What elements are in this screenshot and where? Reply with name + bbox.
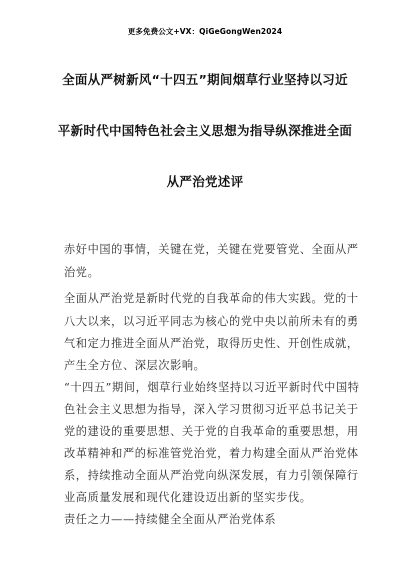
title-line-1: 全面从严树新风“十四五”期间烟草行业坚持以习近 (62, 72, 348, 87)
body-line: 气和定力推进全面从严治党，取得历史性、开创性成就， (64, 337, 359, 350)
body-line: 全面从严治党是新时代党的自我革命的伟大实践。党的十 (64, 292, 359, 305)
body-line: 党的建设的重要思想、关于党的自我革命的重要思想，用 (64, 425, 359, 438)
header-note: 更多免费公文+VX：QiGeGongWen2024 (127, 27, 283, 36)
body-line: 八大以来，以习近平同志为核心的党中央以前所未有的勇 (64, 315, 359, 328)
body-line: 治党。 (64, 266, 100, 279)
body-line: 色社会主义思想为指导，深入学习贯彻习近平总书记关于 (64, 403, 359, 416)
body-line: 责任之力——持续健全全面从严治党体系 (64, 513, 277, 526)
body-line: 产生全方位、深层次影响。 (64, 359, 206, 372)
body-line: 系，持续推动全面从严治党向纵深发展，有力引领保障行 (64, 469, 359, 482)
body-line: “十四五”期间，烟草行业始终坚持以习近平新时代中国特 (64, 381, 360, 394)
body-line: 业高质量发展和现代化建设迈出新的坚实步伐。 (64, 491, 312, 504)
body-line: 赤好中国的事情，关键在党，关键在党要管党、全面从严 (64, 243, 359, 256)
body-line: 改革精神和严的标准管党治党，着力构建全面从严治党体 (64, 447, 359, 460)
title-line-2: 平新时代中国特色社会主义思想为指导纵深推进全面 (57, 123, 353, 138)
title-line-3: 从严治党述评 (166, 174, 244, 189)
